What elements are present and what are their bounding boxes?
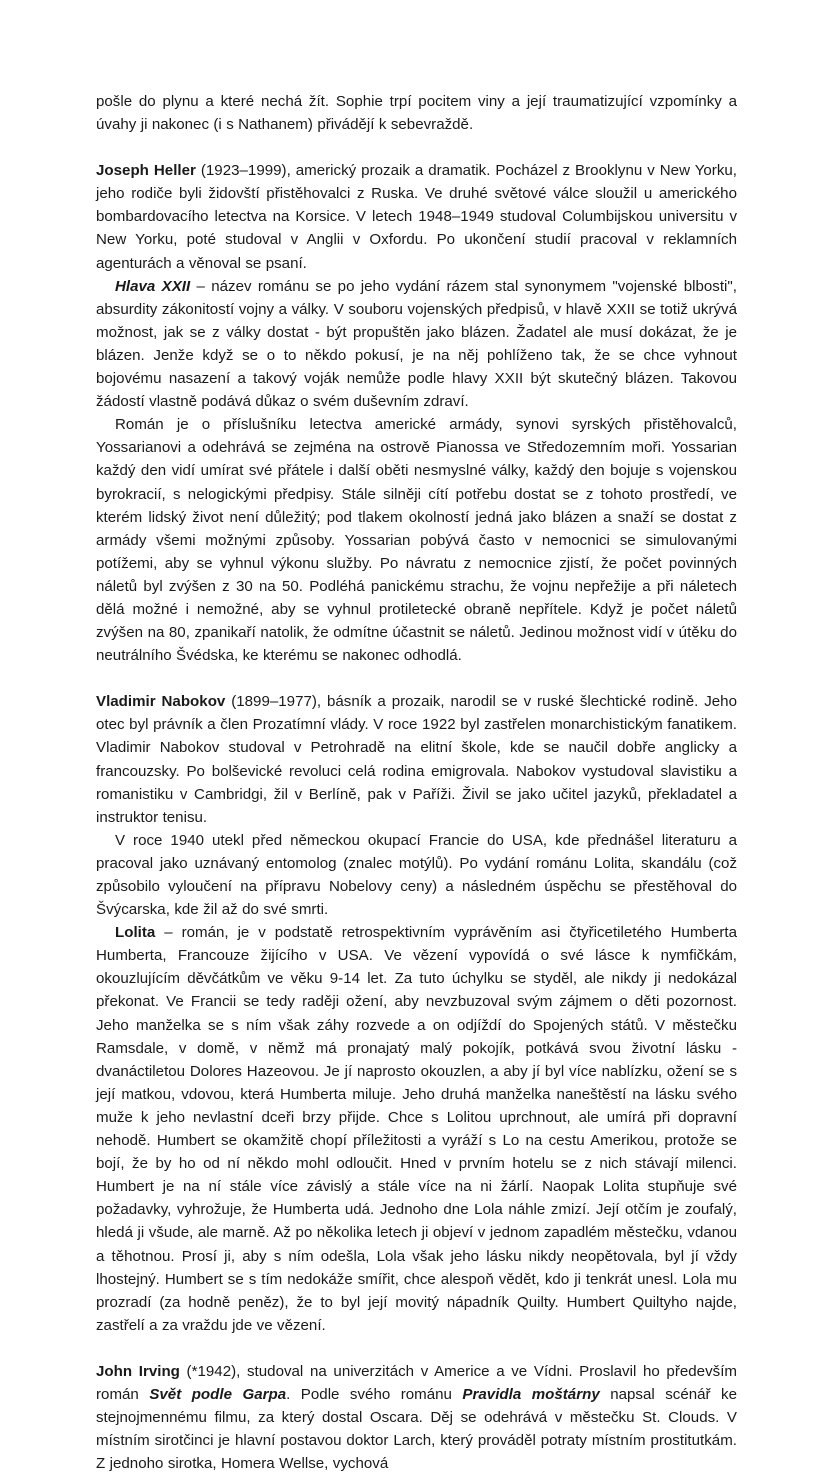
text-run: V roce 1940 utekl před německou okupací Francie do USA, kde přednášel literaturu a pracoval jako uznávaný entomolog (znalec motýlů). Po vydání románu Lolita, skandálu (což způsobilo vyloučení na přípravu Nobelovy ceny) a následném úspěchu se přestěhoval do Švýcarska, kde žil až do své smrti.: [96, 831, 737, 919]
paragraph-sophie-continuation: [96, 90, 737, 136]
bold-italic-run: Svět podle Garpa: [149, 1385, 287, 1403]
text-run: . Podle svého románu: [286, 1385, 463, 1403]
bold-italic-run: Hlava XXII: [115, 277, 191, 295]
text-run: – román, je v podstatě retrospektivním vyprávěním asi čtyřicetiletého Humberta Humberta, Francouze žijícího v USA. Ve vězení vypovídá o své lásce k nymfičkám, okouzlujícím děvčátkům ve věku 9-14 let. Za tuto úchylku se styděl, ale nikdy ji nedokázal překonat. Ve Francii se tedy raději ožení, aby nevzbuzoval svým zájmem o děti pozornost. Jeho manželka se s ním však záhy rozvede a on odjíždí do Spojených států. V městečku Ramsdale, v domě, v němž má pronajatý malý pokojík, potkává svou životní lásku - dvanáctiletou Dolores Hazeovou. Je jí naprosto okouzlen, a aby jí byl více nablízku, ožení se s její matkou, vdovou, která Humberta miluje. Jeho druhá manželka naneštěstí na lásku svého muže k jeho nevlastní dceři brzy přijde. Chce s Lolitou uprchnout, ale umírá při dopravní nehodě. Humbert se okamžitě chopí příležitosti a vyráží s Lo na cestu Amerikou, protože se bojí, že by ho od ní někdo mohl odloučit. Hned v prvním hotelu se z nich stávají milenci. Humbert je na ní stále více závislý a stále více na ni žárlí. Naopak Lolita stupňuje své požadavky, vyhrožuje, že Humberta udá. Jednoho dne Lola náhle zmizí. Její otčím je zoufalý, hledá ji všude, ale marně. Až po několika letech ji objeví v jednom zapadlém městečku, vdanou a těhotnou. Prosí ji, aby s ním odešla, Lola však jeho lásku nikdy neopětovala, byl jí vždy lhostejný. Humbert se s tím nedokáže smířit, chce alespoň vědět, kdo ji tenkrát unesl. Lola mu prozradí (za hodně peněz), že to byl její movitý nápadník Quilty. Humbert Quiltyho najde, zastřelí a za vraždu jde ve vězení.: [96, 924, 737, 1334]
text-run: – název románu se po jeho vydání rázem stal synonymem "vojenské blbosti", absurdity zákonitostí vojny a války. V souboru vojenských předpisů, v hlavě XXII se totiž ukrývá možnost, jak se z války dostat - být propuštěn jako blázen. Žadatel ale musí dokázat, že je blázen. Jenže když se o to někdo pokusí, je na něj pohlíženo tak, že se chce vyhnout bojovému nasazení a takový voják nemůže podle hlavy XXII být skutečný blázen. Takovou žádostí vlastně podává důkaz o svém duševním zdraví.: [96, 277, 737, 411]
paragraph-hlava-xxii-obsah: [96, 413, 737, 667]
paragraph-hlava-xxii: [96, 275, 737, 414]
bold-run: Joseph Heller: [96, 162, 196, 180]
paragraph-nabokov-usa: [96, 829, 737, 921]
text-run: pošle do plynu a které nechá žít. Sophie trpí pocitem viny a její traumatizující vzpomínky a úvahy ji nakonec (i s Nathanem) přivádějí k sebevraždě.: [96, 93, 737, 134]
bold-run: Lolita: [115, 924, 156, 942]
paragraph-john-irving-bio: [96, 1360, 737, 1475]
text-run: (*1942), studoval na univerzitách v Americe a ve Vídni. Proslavil ho především román: [96, 1362, 737, 1403]
paragraph-vladimir-nabokov-bio: [96, 690, 737, 829]
text-run: napsal scénář ke stejnojmennému filmu, za který dostal Oscara. Děj se odehrává v městečku St. Clouds. V místním sirotčinci je hlavní postavou doktor Larch, který prováděl potraty místním prostitutkám. Z jednoho sirotka, Homera Wellse, vychová: [96, 1385, 737, 1473]
text-run: (1899–1977), básník a prozaik, narodil se v ruské šlechtické rodině. Jeho otec byl právník a člen Prozatímní vlády. V roce 1922 byl zastřelen monarchistickým fanatikem. Vladimir Nabokov studoval v Petrohradě na elitní škole, kde se naučil dobře anglicky a francouzsky. Po bolševické revoluci celá rodina emigrovala. Nabokov vystudoval slavistiku a romanistiku v Cambridgi, žil v Berlíně, pak v Paříži. Živil se jako učitel jazyků, překladatel a instruktor tenisu.: [96, 693, 737, 826]
paragraph-lolita-obsah: [96, 921, 737, 1337]
text-run: Román je o příslušníku letectva americké armády, synovi syrských přistěhovalců, Yossarianovi a odehrává se zejména na ostrově Pianossa ve Středozemním moři. Yossarian každý den vidí umírat své přátele i další oběti nesmyslné války, každý den bojuje s vojenskou byrokracií, s nelogickými předpisy. Stále silněji cítí potřebu dostat se z tohoto prostředí, ve kterém lidský život není důležitý; pod tlakem okolností jedná jako blázen a snaží se dostat z armády všemi možnými způsoby. Yossarian pobývá často v nemocnici se simulovanými potížemi, aby se vyhnul výkonu služby. Po návratu z nemocnice zjistí, že počet povinných náletů byl zvýšen z 30 na 50. Podléhá panickému strachu, že vojnu nepřežije a při náletech dělá možné i nemožné, aby se vyhnul protiletecké obraně nepřítele. Když je počet náletů zvýšen na 80, zpanikaří natolik, že odmítne účastnit se náletů. Jedinou možnost vidí v útěku do neutrálního Švédska, ke kterému se nakonec odhodlá.: [96, 416, 737, 665]
bold-italic-run: Pravidla moštárny: [462, 1385, 600, 1403]
paragraph-joseph-heller-bio: [96, 159, 737, 274]
bold-run: Vladimir Nabokov: [96, 693, 226, 711]
document-text-body: [96, 90, 737, 1475]
text-run: (1923–1999), americký prozaik a dramatik. Pocházel z Brooklynu v New Yorku, jeho rodiče byli židovští přistěhovalci z Ruska. Ve druhé světové válce sloužil u amerického bombardovacího letectva na Korsice. V letech 1948–1949 studoval Columbijskou universitu v New Yorku, poté studoval v Anglii v Oxfordu. Po ukončení studií pracoval v reklamních agenturách a věnoval se psaní.: [96, 162, 737, 272]
bold-run: John Irving: [96, 1362, 180, 1380]
